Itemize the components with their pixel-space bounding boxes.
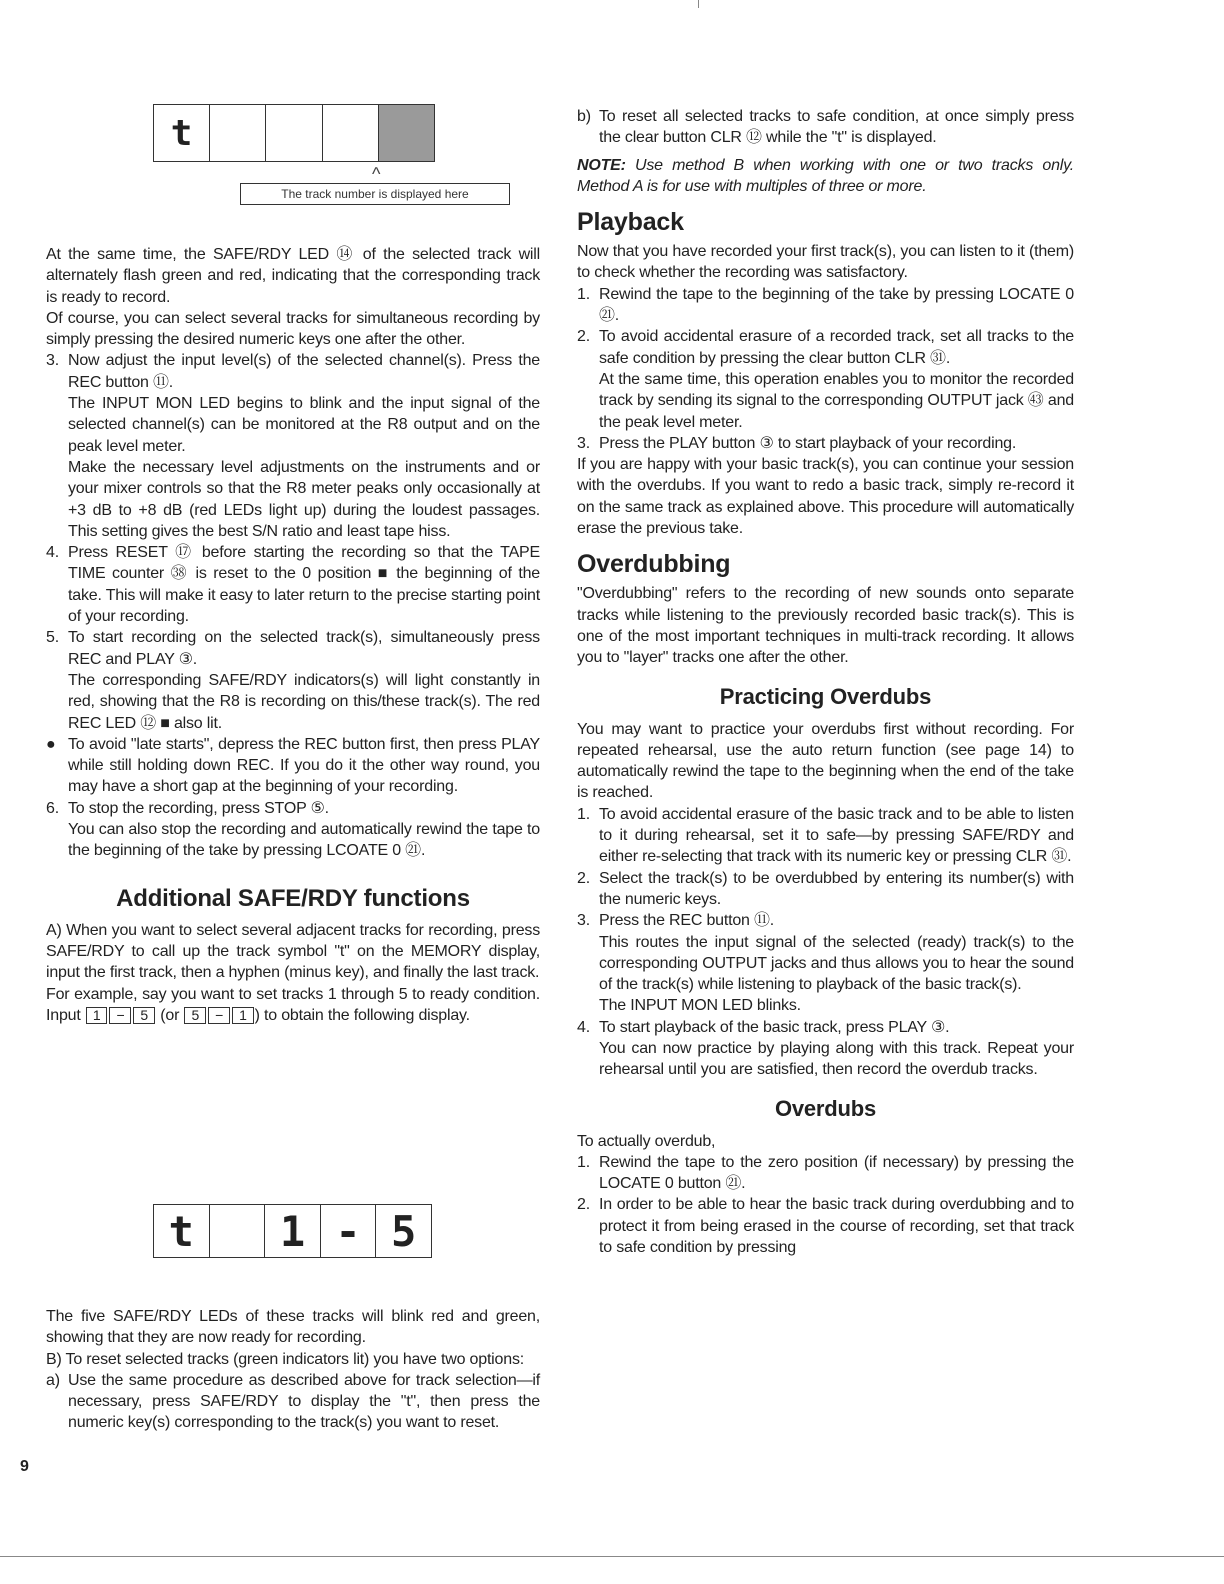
list-text: Now adjust the input level(s) of the selected channel(s). Press the REC button ⑪. [68,352,540,391]
key-symbol: − [109,1007,131,1024]
intro-paragraph: At the same time, the SAFE/RDY LED ⑭ of the selected track will alternately flash green and red, indicating that the corresponding track is ready to record. [46,246,540,306]
paragraph: If you are happy with your basic track(s), you can continue your session with the overdubs. If you want to redo a basic track, simply re-record it on the same track as explained above. This procedure will automatically erase the previous take. [577,456,1074,538]
list-text: To avoid accidental erasure of the basic track and to be able to listen to it during rehearsal, set it to safe—by pressing SAFE/RDY and either re-selecting that track with its numeric key or pressing CLR ㉛. [599,805,1074,866]
option-label: a) [46,1371,60,1389]
display-cell: t [154,105,210,161]
list-number: 3. [46,352,59,370]
example-text: (or [160,1006,180,1024]
key-symbol: 5 [133,1007,155,1024]
list-item [577,1017,1074,1081]
list-text: To avoid accidental erasure of a recorded track, set all tracks to the safe condition by pressing the clear button CLR ㉛. [599,328,1074,367]
list-number: 5. [46,629,59,647]
memory-display-track-symbol [153,104,435,162]
example-text: For example, say you want to set tracks 1 through 5 to ready condition. Input [46,985,540,1024]
paragraph: You may want to practice your overdubs first without recording. For repeated rehearsal, use the auto return function (see page 14) to automatically rewind the tape to the beginning when the end of the take is reached. [577,720,1074,802]
list-text: To stop the recording, press STOP ⑤. [68,799,329,817]
list-item [46,350,540,542]
section-heading-practicing-overdubs: Practicing Overdubs [719,683,932,709]
list-text: To start playback of the basic track, press PLAY ③. [599,1018,950,1036]
list-text: Press RESET ⑰ before starting the recording so that the TAPE TIME counter ㊳ is reset to the 0 position ■ the beginning of the take. This will make it easy to later return to the precise starting point of your recording. [68,544,540,626]
list-text: Press the PLAY button ③ to start playback of your recording. [599,434,1017,452]
section-heading-overdubbing: Overdubbing [577,550,731,579]
list-text: The INPUT MON LED begins to blink and the input signal of the selected channel(s) can be monitored at the R8 output and on the peak level meter. [68,395,540,455]
display-cell [210,105,266,161]
key-symbol: 1 [232,1007,254,1024]
list-text: You can also stop the recording and automatically rewind the tape to the beginning of the take by pressing LCOATE 0 ㉑. [68,821,540,860]
section-heading-playback: Playback [577,208,684,237]
caret-up-icon: ^ [372,164,381,184]
list-item [46,798,540,862]
list-item [577,326,1074,432]
list-number: 1. [577,1153,590,1171]
paragraph: The five SAFE/RDY LEDs of these tracks will blink red and green, showing that they are now ready for recording. [46,1308,540,1347]
list-number: 4. [577,1018,590,1036]
display-cell-track-number [379,105,434,161]
list-item [577,804,1074,868]
list-item [46,627,540,733]
list-text: You can now practice by playing along with this track. Repeat your rehearsal until you are satisfied, then record the overdub tracks. [599,1039,1074,1079]
option-text: To reset all selected tracks to safe condition, at once simply press the clear button CLR ⑫ while the "t" is displayed. [599,108,1074,147]
note-label: NOTE: [577,156,626,174]
display-cell: t [154,1205,210,1257]
list-item [577,433,1074,454]
paragraph: Now that you have recorded your first track(s), you can listen to it (them) to check whether the recording was satisfactory. [577,243,1074,282]
list-text: To start recording on the selected track(s), simultaneously press REC and PLAY ③. [68,629,540,668]
memory-display-range [153,1204,432,1258]
display-cell: 5 [391,1206,417,1256]
section-heading-overdubs: Overdubs [774,1095,877,1121]
list-text: The INPUT MON LED blinks. [599,997,801,1015]
list-number: 6. [46,799,59,817]
list-item [46,542,540,627]
list-text: Make the necessary level adjustments on the instruments and or your mixer controls so that the R8 meter peaks only occasionally at +3 dB to +8 dB (red LEDs light up) during the loudest passages. This setting gives the best S/N ratio and least tape hiss. [68,458,540,540]
list-item [577,910,1074,1016]
display-caption: The track number is displayed here [240,183,510,205]
list-number: 2. [577,1196,590,1214]
display-cell [210,1205,266,1257]
paragraph: A) When you want to select several adjacent tracks for recording, press SAFE/RDY to call up the track symbol "t" on the MEMORY display, input the first track, then a hyphen (minus key), and finally the last track. [46,921,540,982]
list-number: 4. [46,544,59,562]
list-text: This routes the input signal of the selected (ready) track(s) to the corresponding OUTPUT jacks and thus allows you to hear the sound of the track(s) while listening to playback of the basic track(s). [599,933,1074,994]
list-text: To avoid "late starts", depress the REC button first, then press PLAY while still holding down REC. If you do it the other way round, you may have a short gap at the beginning of your recording. [68,735,540,796]
list-text: The corresponding SAFE/RDY indicators(s) will light constantly in red, showing that the R8 is recording on this/these track(s). The red REC LED ⑫ ■ also lit. [68,671,540,732]
example-paragraph [46,984,540,1027]
option-label: b) [577,108,591,125]
paragraph: "Overdubbing" refers to the recording of new sounds onto separate tracks while listening to the previously recorded basic track(s). This is one of the most important techniques in multi-track recording. It allows you to "layer" tracks one after the other. [577,585,1074,667]
list-number: 1. [577,805,590,823]
left-column [46,244,540,1026]
list-text: Press the REC button ⑪. [599,912,775,930]
display-cell [323,105,379,161]
list-text: In order to be able to hear the basic track during overdubbing and to protect it from being erased in the course of recording, set that track to safe condition by pressing [599,1196,1074,1257]
bottom-rule [0,1556,1224,1557]
note [577,155,1074,198]
list-text: Select the track(s) to be overdubbed by entering its number(s) with the numeric keys. [599,869,1074,908]
display-cell: 1 [265,1205,321,1257]
paragraph: B) To reset selected tracks (green indicators lit) you have two options: [46,1350,524,1368]
list-number: 1. [577,285,590,303]
list-number: 2. [577,328,590,346]
intro-paragraph: Of course, you can select several tracks for simultaneous recording by simply pressing the desired numeric keys one after the other. [46,309,540,349]
left-column-bottom [46,1306,540,1434]
note-text: Use method B when working with one or two tracks only. Method A is for use with multiples of three or more. [577,156,1074,195]
option-text: Use the same procedure as described above for track selection—if necessary, press SAFE/RDY to display the "t", then press the numeric key(s) corresponding to the track(s) you want to reset. [68,1371,540,1432]
list-text: Rewind the tape to the zero position (if necessary) by pressing the LOCATE 0 button ㉑. [599,1153,1074,1193]
option-item [577,106,1074,149]
list-item [577,1194,1074,1258]
list-item [577,868,1074,911]
key-symbol: − [208,1007,230,1024]
display-cell [266,105,322,161]
bullet-icon: ● [46,735,56,753]
key-symbol: 1 [86,1007,108,1024]
page-number: 9 [20,1458,29,1475]
display-cell: - [321,1205,377,1257]
list-number: 2. [577,869,590,887]
example-text: ) to obtain the following display. [254,1006,470,1024]
list-item-bullet [46,734,540,798]
list-text: At the same time, this operation enables you to monitor the recorded track by sending its signal to the corresponding OUTPUT jack ㊸ and the peak level meter. [599,370,1074,431]
option-item [46,1370,540,1434]
list-item [577,284,1074,327]
paragraph: To actually overdub, [577,1132,716,1150]
right-column [577,106,1074,1258]
key-symbol: 5 [184,1007,206,1024]
list-number: 3. [577,912,590,930]
top-crop-mark [698,0,699,8]
list-item [577,1152,1074,1195]
section-heading-additional-safe-rdy: Additional SAFE/RDY functions [116,884,470,912]
list-number: 3. [577,434,590,452]
list-text: Rewind the tape to the beginning of the take by pressing LOCATE 0 ㉑. [599,285,1074,325]
